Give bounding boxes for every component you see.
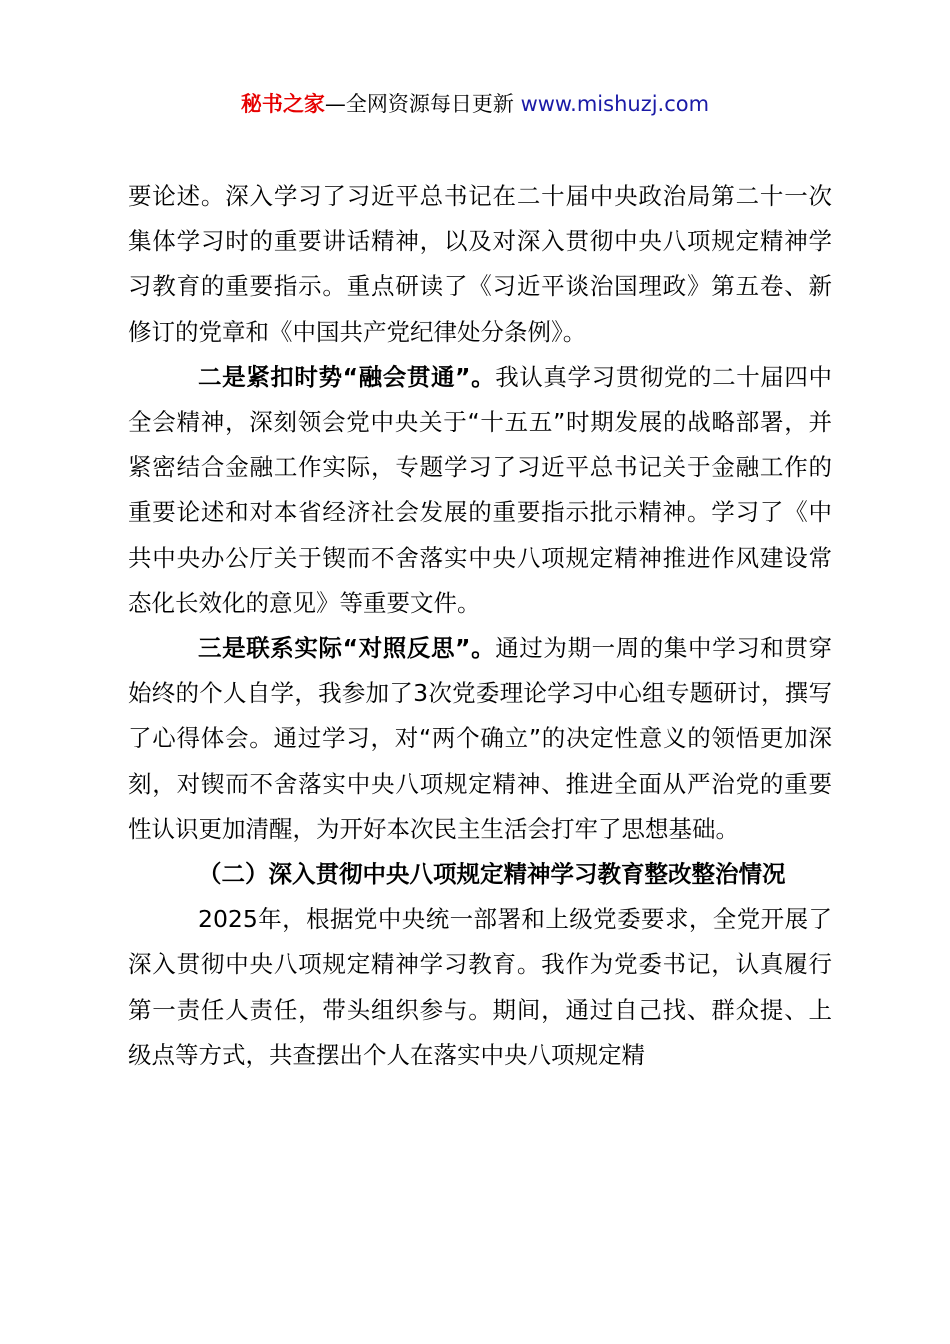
site-brand: 秘书之家 <box>240 92 325 116</box>
point-two-heading: 二是紧扣时势“融会贯通”。 <box>198 362 496 391</box>
site-url[interactable]: www.mishuzj.com <box>520 92 710 116</box>
point-two-text: 我认真学习贯彻党的二十届四中全会精神，深刻领会党中央关于“十五五”时期发展的战略部署，并紧密结合金融工作实际，专题学习了习近平总书记关于金融工作的重要论述和对本省经济社会发展的重要指示批示精神。学习了《中共中央办公厅关于锲而不舍落实中央八项规定精神推进作风建设常态化长效化的意见》等重要文件。 <box>128 362 833 617</box>
section-heading: （二）深入贯彻中央八项规定精神学习教育整改整治情况 <box>198 860 786 889</box>
site-slogan: —全网资源每日更新 <box>324 92 521 116</box>
paragraph-point-three <box>128 626 832 852</box>
paragraph-continuation: 要论述。深入学习了习近平总书记在二十届中央政治局第二十一次集体学习时的重要讲话精神，以及对深入贯彻中央八项规定精神学习教育的重要指示。重点研读了《习近平谈治国理政》第五卷、新修订的党章和《中国共产党纪律处分条例》。 <box>128 182 832 346</box>
paragraph-rectification: 2025年，根据党中央统一部署和上级党委要求，全党开展了深入贯彻中央八项规定精神学习教育。我作为党委书记，认真履行第一责任人责任，带头组织参与。期间，通过自己找、群众提、上级点等方式，共查摆出个人在落实中央八项规定精 <box>128 905 832 1069</box>
point-three-heading: 三是联系实际“对照反思”。 <box>198 634 496 663</box>
page-header <box>0 88 950 120</box>
point-three-text: 通过为期一周的集中学习和贯穿始终的个人自学，我参加了3次党委理论学习中心组专题研讨，撰写了心得体会。通过学习，对“两个确立”的决定性意义的领悟更加深刻，对锲而不舍落实中央八项规定精神、推进全面从严治党的重要性认识更加清醒，为开好本次民主生活会打牢了思想基础。 <box>128 634 833 843</box>
document-body <box>128 174 832 1078</box>
paragraph-point-two <box>128 355 832 626</box>
